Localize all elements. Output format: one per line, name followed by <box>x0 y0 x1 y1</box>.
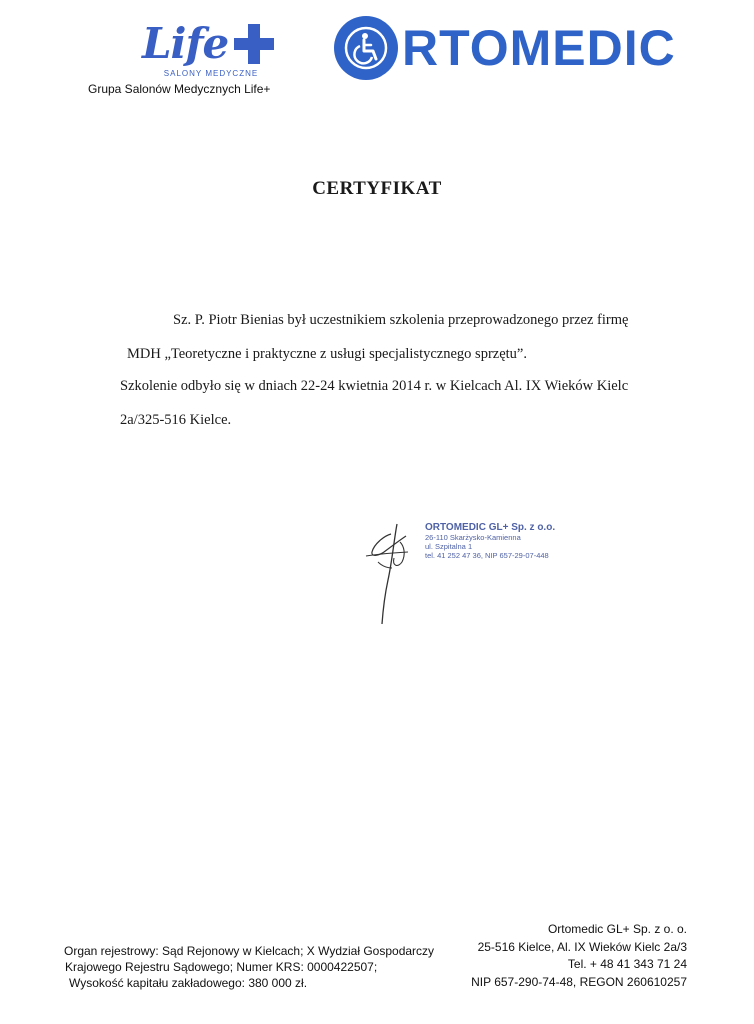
footer-registration <box>64 943 434 991</box>
footer-left-line: Organ rejestrowy: Sąd Rejonowy w Kielcach; X Wydział Gospodarczy <box>64 944 435 958</box>
life-plus-logo <box>142 19 282 82</box>
stamp-line: ORTOMEDIC GL+ Sp. z o.o. <box>425 522 556 533</box>
footer-right-line: NIP 657-290-74-48, REGON 260610257 <box>471 974 687 989</box>
stamp-line: ul. Szpitalna 1 <box>425 542 473 551</box>
signature <box>364 522 422 626</box>
life-logo-subtitle: SALONY MEDYCZNE <box>163 69 259 78</box>
certificate-line: Sz. P. Piotr Bienias był uczestnikiem szkolenia przeprowadzonego przez firmę <box>173 312 629 328</box>
footer-right-line: Ortomedic GL+ Sp. z o. o. <box>547 922 687 936</box>
certificate-line: Szkolenie odbyło się w dniach 22-24 kwietnia 2014 r. w Kielcach Al. IX Wieków Kielc <box>120 378 629 394</box>
certificate-line: 2a/325-516 Kielce. <box>120 412 232 428</box>
plus-icon <box>234 24 274 64</box>
certificate-line: MDH „Teoretyczne i praktyczne z usługi specjalistycznego sprzętu”. <box>127 346 527 362</box>
company-stamp <box>425 522 555 560</box>
stamp-line: tel. 41 252 47 36, NIP 657-29-07-448 <box>425 551 549 560</box>
footer-left-line: Wysokość kapitału zakładowego: 380 000 zł. <box>69 976 308 990</box>
group-name: Grupa Salonów Medycznych Life+ <box>88 82 271 96</box>
ortomedic-logo-word: RTOMEDIC <box>402 20 676 76</box>
wheelchair-icon <box>334 16 398 80</box>
certificate-title: CERTYFIKAT <box>312 178 442 199</box>
footer-company-info <box>471 921 687 991</box>
footer-right-line: 25-516 Kielce, Al. IX Wieków Kielc 2a/3 <box>477 939 687 954</box>
ortomedic-logo <box>334 14 686 84</box>
stamp-line: 26-110 Skarżysko-Kamienna <box>425 533 521 542</box>
footer-right-line: Tel. + 48 41 343 71 24 <box>567 957 687 971</box>
life-logo-word: Life <box>142 19 229 68</box>
footer-left-line: Krajowego Rejestru Sądowego; Numer KRS: 0000422507; <box>65 960 378 974</box>
